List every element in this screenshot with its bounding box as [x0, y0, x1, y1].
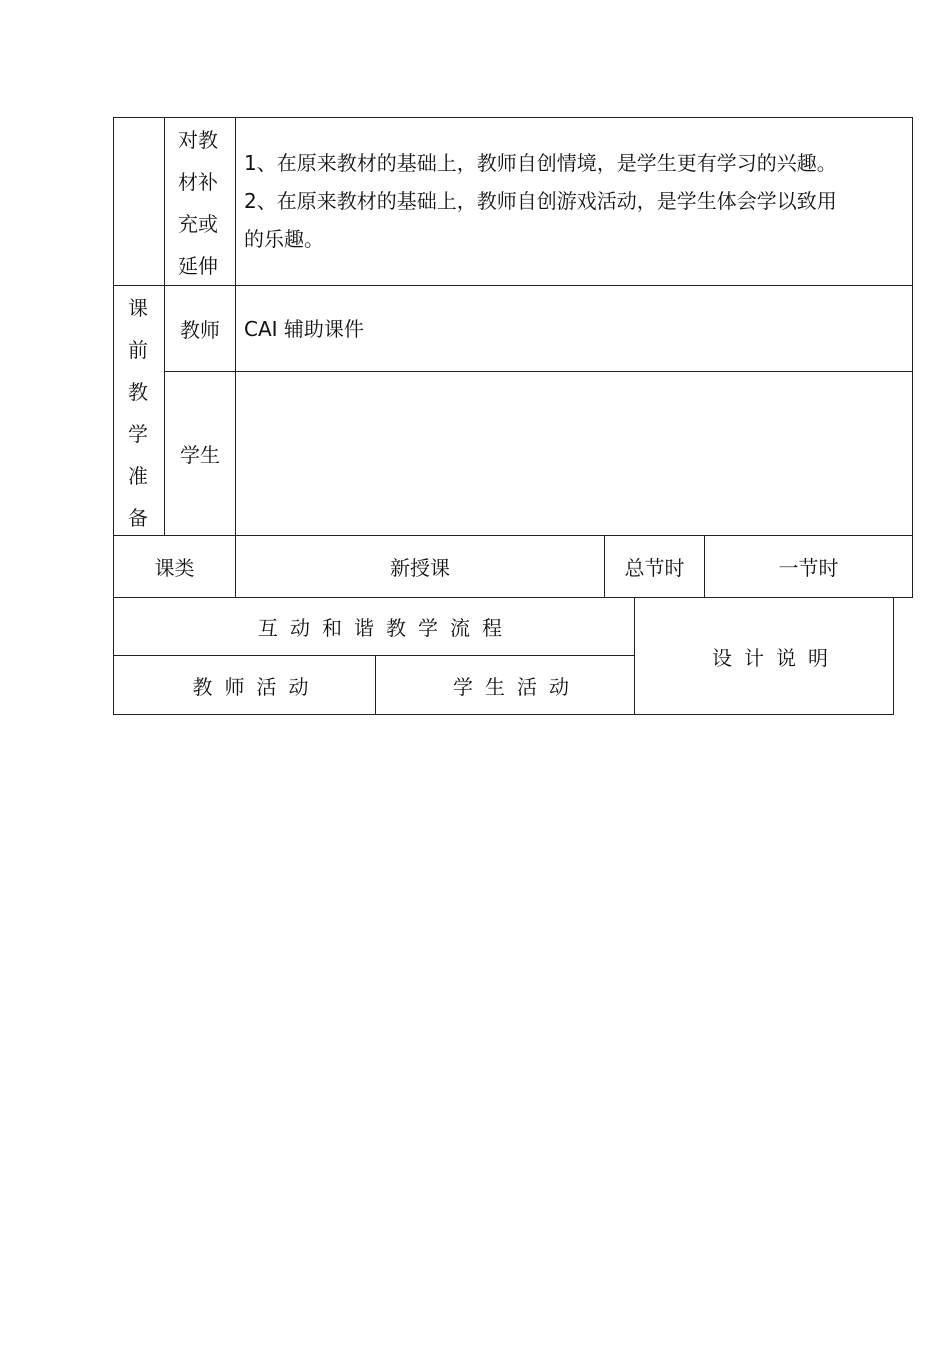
- prep-section-label: 课前教学准备: [128, 296, 148, 530]
- col-divider-label: [235, 117, 236, 598]
- supplement-line-3: 的乐趣。: [244, 227, 324, 251]
- lesson-type-value: 新授课: [390, 556, 450, 580]
- teacher-activity-header: 教师活动: [192, 674, 321, 699]
- total-hours-value: 一节时: [778, 556, 839, 580]
- supplement-line-1: 1、在原来教材的基础上，教师自创情境，是学生更有学习的兴趣。: [244, 151, 837, 175]
- row-divider-teacher: [164, 371, 913, 372]
- table2-bottom-border: [113, 714, 894, 715]
- table1-right-border: [912, 117, 913, 598]
- lesson-type-label: 课类: [154, 556, 195, 580]
- total-hours-label: 总节时: [624, 556, 685, 580]
- design-notes-header: 设计说明: [712, 645, 840, 670]
- prep-teacher-label: 教师: [180, 318, 220, 342]
- prep-teacher-value: CAI 辅助课件: [244, 317, 364, 341]
- supplement-line-2: 2、在原来教材的基础上，教师自创游戏活动，是学生体会学以致用: [244, 189, 837, 213]
- prep-student-label: 学生: [180, 443, 220, 467]
- supplement-content: [244, 144, 837, 258]
- supplement-label: 对教材补充或延伸: [178, 128, 218, 278]
- table1-top-border: [113, 117, 913, 118]
- flow-header: 互动和谐教学流程: [258, 616, 514, 640]
- table1-left-border: [113, 117, 114, 598]
- student-activity-header: 学生活动: [453, 674, 581, 699]
